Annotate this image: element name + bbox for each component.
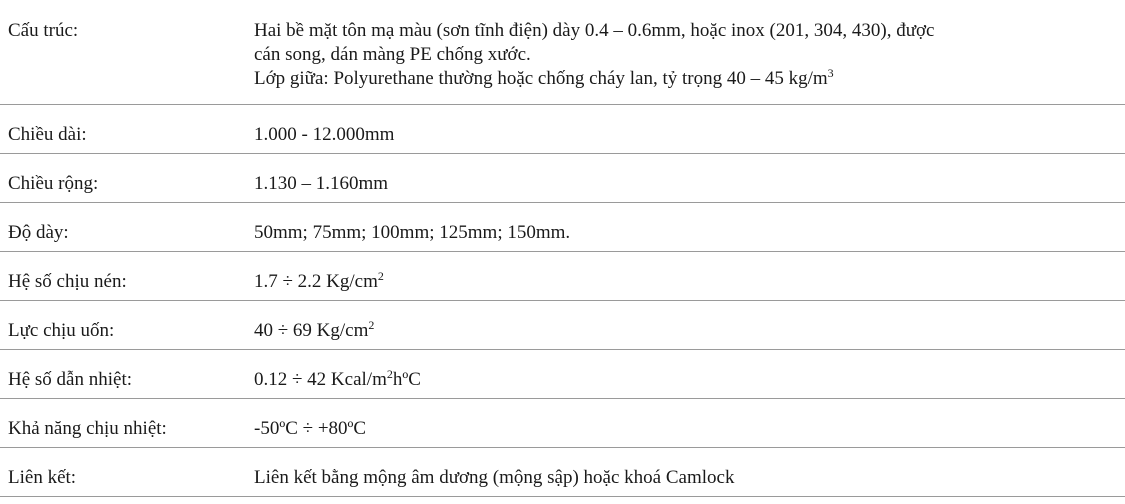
spec-row-length xyxy=(0,105,1125,154)
spec-value-line: cán song, dán màng PE chống xước. xyxy=(254,44,531,65)
spec-value xyxy=(246,252,1125,301)
spec-label: Chiều dài: xyxy=(8,124,87,145)
superscript: 3 xyxy=(827,66,834,80)
superscript: 2 xyxy=(386,367,393,381)
spec-label: Liên kết: xyxy=(8,467,77,488)
spec-value xyxy=(246,350,1125,399)
spec-value-text: Lớp giữa: Polyurethane thường hoặc chống cháy lan, tỷ trọng 40 – 45 kg/m xyxy=(254,68,828,89)
spec-value: Liên kết bằng mộng âm dương (mộng sập) hoặc khoá Camlock xyxy=(254,467,735,488)
superscript: 2 xyxy=(377,269,384,283)
spec-value-text: hºC xyxy=(392,369,421,390)
spec-row-heat-resistance xyxy=(0,399,1125,448)
spec-label: Lực chịu uốn: xyxy=(8,320,115,341)
spec-value-text: 0.12 ÷ 42 Kcal/m xyxy=(254,369,387,390)
spec-value xyxy=(246,0,1125,105)
spec-row-width xyxy=(0,154,1125,203)
spec-value-line: Hai bề mặt tôn mạ màu (sơn tĩnh điện) dày 0.4 – 0.6mm, hoặc inox (201, 304, 430), được xyxy=(254,20,935,41)
spec-label: Hệ số chịu nén: xyxy=(8,271,127,292)
spec-row-structure xyxy=(0,0,1125,105)
spec-value-line xyxy=(254,67,1119,91)
spec-row-compression xyxy=(0,252,1125,301)
spec-value: -50ºC ÷ +80ºC xyxy=(254,418,367,439)
spec-label: Cấu trúc: xyxy=(8,20,79,41)
spec-value: 1.000 - 12.000mm xyxy=(254,124,395,145)
spec-value-text: 40 ÷ 69 Kg/cm xyxy=(254,320,369,341)
spec-value: 1.130 – 1.160mm xyxy=(254,173,389,194)
spec-row-bending xyxy=(0,301,1125,350)
spec-label: Độ dày: xyxy=(8,222,69,243)
spec-value xyxy=(246,301,1125,350)
spec-row-joint xyxy=(0,448,1125,497)
spec-label: Chiều rộng: xyxy=(8,173,99,194)
spec-label: Hệ số dẫn nhiệt: xyxy=(8,369,133,390)
spec-label: Khả năng chịu nhiệt: xyxy=(8,418,167,439)
spec-value-text: 1.7 ÷ 2.2 Kg/cm xyxy=(254,271,378,292)
spec-value: 50mm; 75mm; 100mm; 125mm; 150mm. xyxy=(254,222,571,243)
spec-row-thermal-conductivity xyxy=(0,350,1125,399)
spec-row-thickness xyxy=(0,203,1125,252)
superscript: 2 xyxy=(368,318,375,332)
